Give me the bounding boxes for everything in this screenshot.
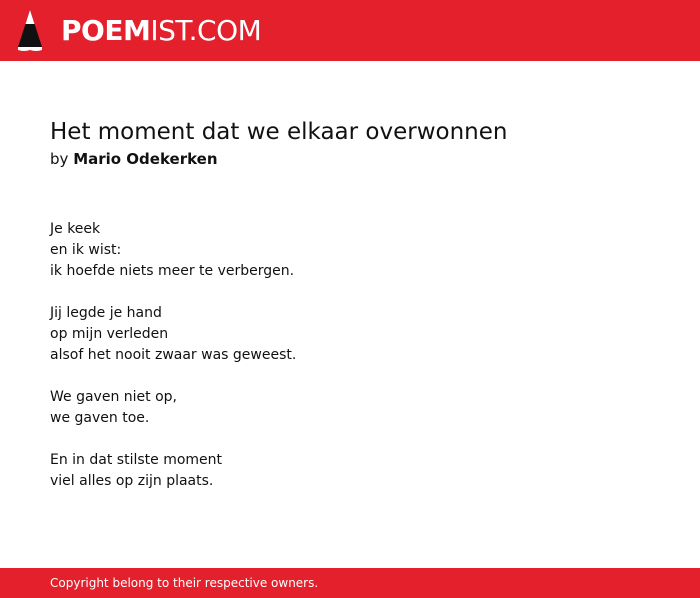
poem-body bbox=[50, 219, 650, 492]
site-footer bbox=[0, 568, 700, 598]
stanza bbox=[50, 450, 650, 492]
stanza bbox=[50, 219, 650, 282]
site-header bbox=[0, 0, 700, 61]
poem-line: alsof het nooit zwaar was geweest. bbox=[50, 347, 297, 363]
stanza bbox=[50, 303, 650, 366]
poem-line: en ik wist: bbox=[50, 242, 122, 258]
poem-line: Jij legde je hand bbox=[50, 305, 162, 321]
logo-link[interactable] bbox=[16, 8, 261, 54]
poem-line: op mijn verleden bbox=[50, 326, 169, 342]
poem-title: Het moment dat we elkaar overwonnen bbox=[50, 119, 508, 145]
poem-line: We gaven niet op, bbox=[50, 389, 177, 405]
stanza bbox=[50, 387, 650, 429]
copyright-notice: Copyright belong to their respective owners. bbox=[50, 576, 319, 590]
poem-line: Je keek bbox=[50, 221, 101, 237]
poem-line: En in dat stilste moment bbox=[50, 452, 223, 468]
poem-line: viel alles op zijn plaats. bbox=[50, 473, 214, 489]
by-label: by bbox=[50, 150, 69, 168]
logo-text-light: IST.COM bbox=[150, 14, 262, 47]
poem-line: ik hoefde niets meer te verbergen. bbox=[50, 263, 295, 279]
byline bbox=[50, 147, 650, 171]
logo-text-bold: POEM bbox=[61, 14, 151, 47]
logo-text bbox=[61, 14, 262, 47]
poem-content bbox=[50, 117, 650, 513]
author-name: Mario Odekerken bbox=[73, 150, 218, 168]
pencil-tip-icon bbox=[16, 9, 44, 53]
poem-line: we gaven toe. bbox=[50, 410, 150, 426]
